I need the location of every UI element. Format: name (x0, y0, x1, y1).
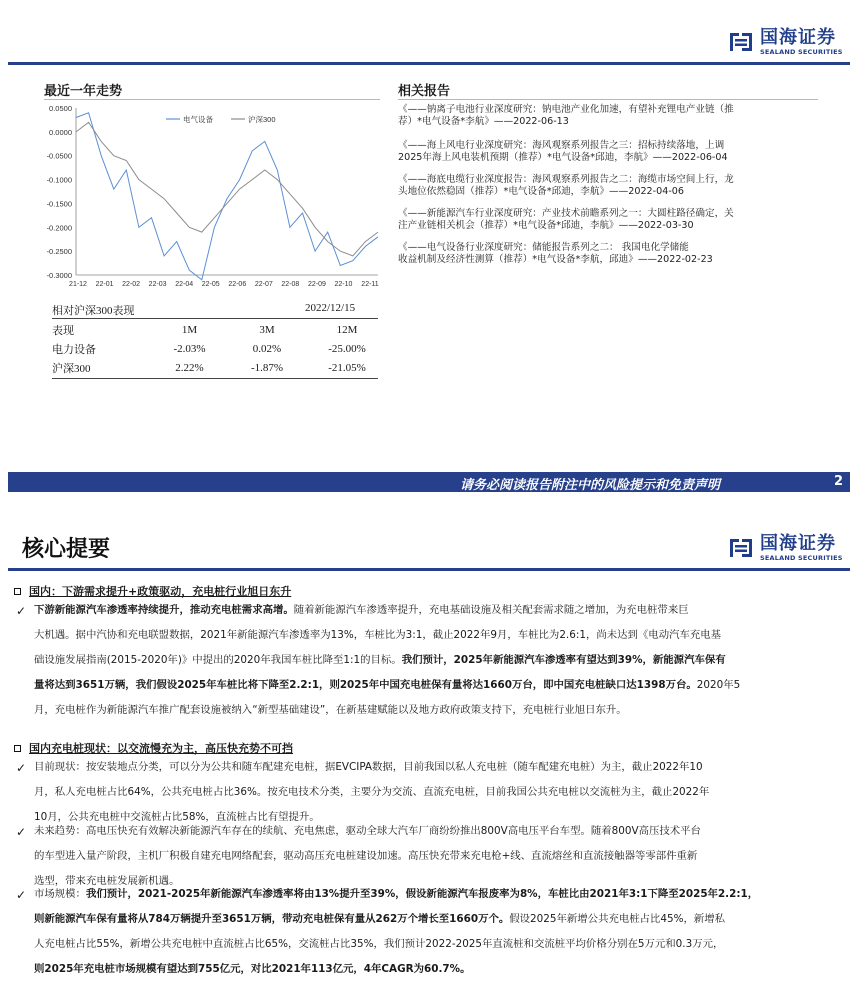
paragraph-line (34, 698, 840, 723)
y-tick-label: -0.2000 (46, 223, 72, 233)
section-heading-1 (14, 583, 291, 599)
perf-header-cell: 表现 (52, 324, 74, 337)
report-item[interactable] (398, 242, 818, 266)
text-run: 随着新能源汽车渗透率提升，充电基础设施及相关配套需求随之增加，为充电桩带来巨 (293, 604, 689, 616)
text-run: 市场规模： (34, 888, 86, 900)
brand-mark-icon (728, 535, 754, 561)
paragraph-line (34, 882, 840, 907)
report-line: 注产业链相关机会（推荐）*电气设备*邱迪，李航》——2022-03-30 (398, 220, 694, 231)
brand-name-en: SEALAND SECURITIES (760, 48, 843, 56)
section-heading-text: 国内：下游需求提升+政策驱动，充电桩行业旭日东升 (29, 585, 292, 598)
x-tick-label: 22-06 (228, 281, 247, 288)
section-2-item (34, 882, 840, 982)
page-title: 核心提要 (22, 537, 111, 562)
report-line: 收益机制及经济性测算（推荐）*电气设备*李航，邱迪》——2022-02-23 (398, 254, 713, 265)
text-run: 未来趋势：高电压快充有效解决新能源汽车存在的续航、充电焦虑，驱动全球大汽车厂商纷纷推出800V高电压平台车型。随着800V高压技术平台 (34, 825, 701, 837)
perf-table (52, 320, 387, 377)
bold-text-run: 则新能源汽车保有量将从784万辆提升至3651万辆，带动充电桩保有量从262万个增长至1660万个。 (34, 913, 510, 925)
text-run: 目前现状：按安装地点分类，可以分为公共和随车配建充电桩，据EVCIPA数据，目前我国以私人充电桩（随车配建充电桩）为主，截止2022年10 (34, 761, 703, 773)
text-run: 大机遇。据中汽协和充电联盟数据，2021年新能源汽车渗透率为13%，车桩比为3:1，截止2022年9月，车桩比为2.6:1，尚未达到《电动汽车充电基 (34, 629, 722, 641)
bold-text-run: 下游新能源汽车渗透率持续提升，推动充电桩需求高增。 (34, 604, 294, 616)
paragraph-line (34, 598, 840, 623)
perf-cell: 2.22% (175, 361, 204, 374)
paragraph-line (34, 907, 840, 932)
perf-header-cell: 1M (181, 323, 198, 336)
bold-text-run: 我们预计，2025年新能源汽车渗透率有望达到39%，新能源汽车保有 (401, 654, 726, 666)
perf-row (52, 358, 387, 377)
x-tick-label: 22-02 (122, 281, 141, 288)
perf-header-cell: 3M (259, 323, 275, 336)
report-line: 头地位依然稳固（推荐）*电气设备*邱迪，李航》——2022-04-06 (398, 186, 685, 197)
perf-cell: 沪深300 (52, 362, 91, 375)
text-run: 假设2025年新增公共充电桩占比45%，新增私 (509, 913, 726, 925)
x-tick-label: 22-03 (148, 281, 167, 288)
report-item[interactable] (398, 174, 818, 198)
bold-text-run: 量将达到3651万辆，我们假设2025年车桩比将下降至2.2:1，则2025年中国充电桩保有量将达1660万台，即中国充电桩缺口达1398万台。 (34, 679, 697, 691)
header-rule (8, 62, 850, 65)
x-tick-label: 22-04 (175, 281, 194, 288)
report-line: 《——海底电缆行业深度报告：海风观察系列报告之二：海缆市场空间上行，龙 (398, 174, 734, 185)
disclaimer-banner (8, 472, 850, 492)
x-tick-label: 22-11 (361, 281, 379, 288)
x-tick-label: 22-01 (95, 281, 114, 288)
check-icon: ✓ (16, 888, 27, 902)
report-item[interactable] (398, 208, 818, 232)
square-bullet-icon (14, 588, 21, 595)
paragraph-line (34, 780, 840, 805)
perf-date: 2022/12/15 (305, 302, 356, 314)
check-icon: ✓ (16, 604, 27, 618)
report-line: 《——新能源汽车行业深度研究：产业技术前瞻系列之一：大圆柱路径确定，关 (398, 208, 734, 219)
report-line: 2025年海上风电装机预期（推荐）*电气设备*邱迪，李航》——2022-06-04 (398, 152, 728, 163)
brand-name-cn: 国海证券 (760, 533, 836, 554)
perf-title-rule (52, 318, 378, 319)
bold-text-run: 则2025年充电桩市场规模有望达到755亿元，对比2021年113亿元，4年CAGR为60.7%。 (34, 963, 471, 975)
text-run: 选型，带来充电桩发展新机遇。 (34, 875, 180, 887)
page-number: 2 (834, 474, 844, 489)
legend-label: 电气设备 (183, 115, 213, 124)
report-line: 《——电气设备行业深度研究：储能报告系列之二： 我国电化学储能 (398, 242, 689, 253)
perf-header-cell: 12M (336, 323, 358, 336)
brand-logo-page2 (728, 534, 843, 562)
y-tick-label: 0.0000 (49, 127, 72, 137)
perf-title: 相对沪深300表现 (52, 305, 135, 317)
disclaimer-text: 请务必阅读报告附注中的风险提示和免责声明 (460, 478, 721, 493)
text-run: 10月，公共充电桩中交流桩占比58%，直流桩占比有望提升。 (34, 811, 320, 823)
related-title: 相关报告 (398, 84, 451, 99)
related-title-rule (398, 99, 818, 100)
y-tick-label: 0.0500 (49, 104, 72, 113)
perf-row (52, 339, 387, 358)
x-tick-label: 22-09 (307, 281, 326, 288)
paragraph-line (34, 932, 840, 957)
brand-name-cn: 国海证券 (760, 27, 836, 48)
report-line: 荐）*电气设备*李航》——2022-06-13 (398, 116, 569, 127)
brand-mark-icon (728, 29, 754, 55)
report-line: 《——海上风电行业深度研究：海风观察系列报告之三：招标持续落地，上调 (398, 140, 725, 151)
y-tick-label: -0.1500 (46, 199, 72, 209)
trend-title: 最近一年走势 (44, 84, 123, 99)
perf-cell: 0.02% (252, 342, 282, 355)
y-tick-label: -0.3000 (46, 271, 72, 280)
square-bullet-icon (14, 745, 21, 752)
perf-cell: 电力设备 (52, 343, 96, 356)
paragraph-line (34, 844, 840, 869)
paragraph-line (34, 755, 840, 780)
text-run: 人充电桩占比55%，新增公共充电桩中直流桩占比65%，交流桩占比35%，我们预计2022-2025年直流桩和交流桩平均价格分别在5万元和0.3万元， (34, 938, 724, 950)
perf-cell: -25.00% (328, 342, 366, 355)
section-heading-text: 国内充电桩现状：以交流慢充为主，高压快充势不可挡 (29, 742, 293, 755)
x-tick-label: 22-05 (201, 281, 220, 288)
y-tick-label: -0.2500 (46, 247, 72, 257)
y-tick-label: -0.0500 (46, 151, 72, 161)
legend-label: 沪深300 (248, 115, 276, 124)
x-tick-label: 22-08 (281, 281, 300, 288)
series-line-csi300 (76, 122, 378, 256)
perf-cell: -2.03% (173, 342, 206, 355)
paragraph-line (34, 819, 840, 844)
perf-header-row (52, 320, 387, 339)
check-icon: ✓ (16, 761, 27, 775)
brand-name-en: SEALAND SECURITIES (760, 554, 843, 562)
text-run: 月，私人充电桩占比64%，公共充电桩占比36%。按充电技术分类，主要分为交流、直流充电桩，目前我国公共充电桩以交流桩为主，截止2022年 (34, 786, 710, 798)
section-1-paragraph (34, 598, 840, 723)
text-run: 月，充电桩作为新能源汽车推广配套设施被纳入“新型基础建设”，在新基建赋能以及地方政府政策支持下，充电桩行业旭日东升。 (34, 704, 627, 716)
check-icon: ✓ (16, 825, 27, 839)
perf-cell: -1.87% (250, 361, 284, 374)
x-tick-label: 22-07 (254, 281, 273, 288)
perf-cell: -21.05% (328, 361, 366, 374)
x-tick-label: 21-12 (69, 281, 87, 288)
trend-chart (36, 100, 386, 295)
perf-bottom-rule (52, 378, 378, 379)
section-heading-2 (14, 740, 293, 756)
page2-header-rule (8, 568, 850, 571)
series-line-electrical-equipment (76, 113, 378, 280)
text-run: 的车型进入量产阶段，主机厂积极自建充电网络配套，驱动高压充电桩建设加速。高压快充带来充电枪+线、直流熔丝和直流接触器等零部件重新 (34, 850, 698, 862)
paragraph-line (34, 673, 840, 698)
paragraph-line (34, 648, 840, 673)
report-item[interactable] (398, 140, 818, 164)
report-item[interactable] (398, 104, 818, 128)
paragraph-line (34, 623, 840, 648)
x-tick-label: 22-10 (334, 281, 353, 288)
text-run: 2020年5 (696, 679, 741, 691)
report-line: 《——钠离子电池行业深度研究：钠电池产业化加速，有望补充锂电产业链（推 (398, 104, 734, 115)
brand-logo-top (728, 28, 843, 56)
bold-text-run: 我们预计，2021-2025年新能源汽车渗透率将由13%提升至39%，假设新能源汽车报废率为8%，车桩比由2021年3:1下降至2025年2.2:1， (85, 888, 759, 900)
paragraph-line (34, 957, 840, 982)
text-run: 础设施发展指南(2015-2020年)》中提出的2020年我国车桩比降至1:1的目标。 (34, 654, 402, 666)
y-tick-label: -0.1000 (46, 175, 72, 185)
